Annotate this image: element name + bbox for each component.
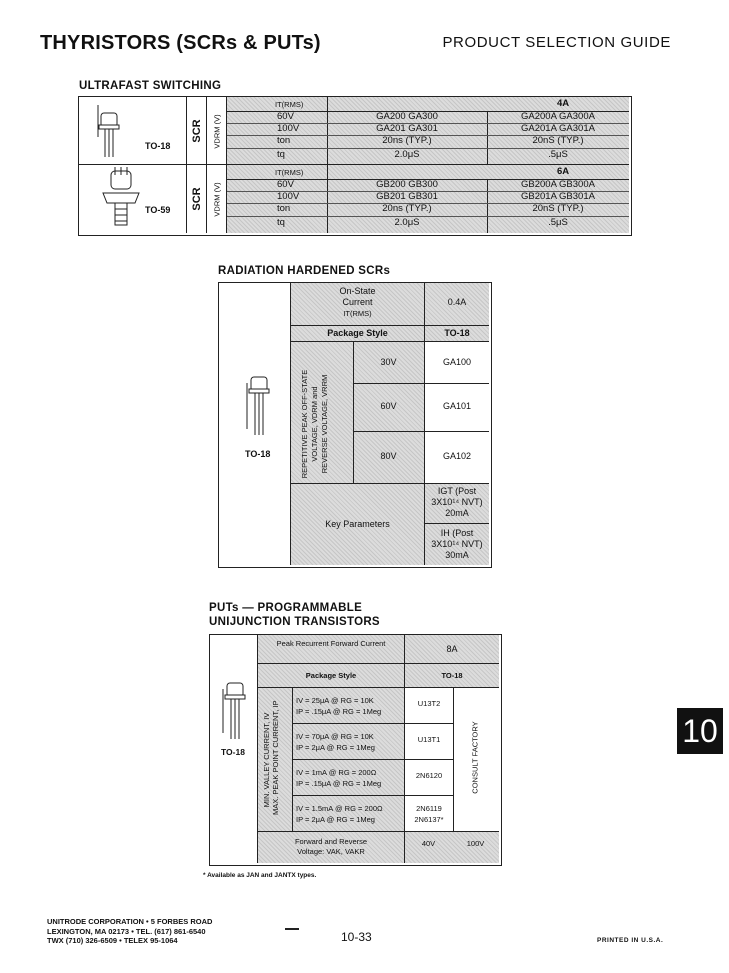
onstate-line1: On-State xyxy=(339,286,376,296)
condition-row xyxy=(296,767,381,789)
part-2n6120: 2N6120 xyxy=(415,771,443,780)
vertical-line: VOLTAGE, VDRM and xyxy=(310,386,319,462)
part-cell: GA201A GA301A xyxy=(521,123,595,134)
to59-package-cell xyxy=(79,165,187,233)
footnote: * Available as JAN and JANTX types. xyxy=(203,872,317,879)
part-cell: GB201A GB301A xyxy=(521,191,595,202)
igt-line: 20mA xyxy=(445,508,469,518)
param-cell: 100V xyxy=(277,191,300,202)
condition-line: IV = 70μA @ RG = 10K xyxy=(296,732,374,741)
puts-vertical-label xyxy=(262,700,280,815)
radiation-table xyxy=(218,282,492,568)
spec-cell: 20ns (TYP.) xyxy=(382,135,432,146)
spec-cell: 20nS (TYP.) xyxy=(532,135,584,146)
consult-factory-label: CONSULT FACTORY xyxy=(470,721,480,794)
param-cell: 100V xyxy=(277,123,300,134)
igt-line: 3X10¹⁴ NVT) xyxy=(431,497,483,507)
part-ga102: GA102 xyxy=(442,451,472,461)
spec-cell: 2.0μS xyxy=(394,217,420,228)
onstate-line3: IT(RMS) xyxy=(343,309,372,318)
fwd-40v: 40V xyxy=(421,839,436,848)
footer-mark xyxy=(285,928,299,930)
param-cell: ton xyxy=(277,135,291,146)
ultrafast-table xyxy=(78,96,632,236)
fwd-rev-label xyxy=(258,837,404,857)
puts-table xyxy=(209,634,502,866)
ih-line: 30mA xyxy=(445,550,469,560)
condition-line: IV = 1.5mA @ RG = 200Ω xyxy=(296,804,383,813)
condition-line: IP = 2μA @ RG = 1Meg xyxy=(296,815,375,824)
to18-label: TO-18 xyxy=(145,141,171,151)
scr-label-1: SCR xyxy=(191,119,203,143)
page-subtitle: PRODUCT SELECTION GUIDE xyxy=(442,34,671,51)
to18-transistor-icon xyxy=(89,103,129,159)
fwd-100v: 100V xyxy=(466,839,485,848)
condition-row xyxy=(296,803,383,825)
radiation-package-label: TO-18 xyxy=(245,449,271,459)
spec-cell: .5μS xyxy=(548,217,568,228)
peak-current-label: Peak Recurrent Forward Current xyxy=(276,639,386,648)
puts-package-label: TO-18 xyxy=(221,747,245,757)
part-ga100: GA100 xyxy=(442,357,472,367)
current-6a: 6A xyxy=(557,166,570,177)
param-cell: 60V xyxy=(277,179,294,190)
vertical-line: REPETITIVE PEAK OFF-STATE xyxy=(300,369,309,479)
voltage-vertical-label xyxy=(300,350,330,498)
igt-param xyxy=(425,486,489,519)
fwd-line: Forward and Reverse xyxy=(294,837,368,846)
puts-package-style-label: Package Style xyxy=(305,671,357,680)
radiation-package-cell xyxy=(219,283,291,565)
voltage-80v: 80V xyxy=(380,451,397,461)
to18-package-cell xyxy=(79,97,187,165)
param-cell: 60V xyxy=(277,111,294,122)
onstate-line2: Current xyxy=(342,297,373,307)
vertical-line: REVERSE VOLTAGE, VRRM xyxy=(320,374,329,474)
puts-package-cell xyxy=(210,635,258,863)
vdrm-label-2: VDRM (V) xyxy=(212,182,222,217)
spec-cell: 2.0μS xyxy=(394,149,420,160)
vertical-line: MAX. PEAK POINT CURRENT, IP xyxy=(271,700,280,815)
condition-line: IP = .15μA @ RG = 1Meg xyxy=(296,707,382,716)
footer-line: LEXINGTON, MA 02173 • TEL. (617) 861-6540 xyxy=(47,926,206,936)
part-cell: GB200 GB300 xyxy=(376,179,438,190)
to18-transistor-icon xyxy=(220,679,250,743)
ih-param xyxy=(425,528,489,561)
footer-line: UNITRODE CORPORATION • 5 FORBES ROAD xyxy=(47,917,213,926)
voltage-30v: 30V xyxy=(380,357,397,367)
to59-label: TO-59 xyxy=(145,205,171,215)
spec-cell: .5μS xyxy=(548,149,568,160)
ih-line: IH (Post xyxy=(440,528,474,538)
condition-row xyxy=(296,731,375,753)
voltage-60v: 60V xyxy=(380,401,397,411)
condition-line: IV = 25μA @ RG = 10K xyxy=(296,696,374,705)
vdrm-label-1: VDRM (V) xyxy=(212,114,222,149)
igt-line: IGT (Post xyxy=(437,486,477,496)
condition-line: IP = 2μA @ RG = 1Meg xyxy=(296,743,375,752)
puts-package-style-value: TO-18 xyxy=(441,671,463,680)
puts-heading-line2: UNIJUNCTION TRANSISTORS xyxy=(209,616,380,628)
ultrafast-heading: ULTRAFAST SWITCHING xyxy=(79,80,222,92)
part-2n6119: 2N6119 xyxy=(416,804,442,813)
part-2n6137: 2N6137* xyxy=(414,815,444,824)
it-rms-label-1: IT(RMS) xyxy=(275,100,304,109)
puts-heading xyxy=(209,601,380,629)
ih-line: 3X10¹⁴ NVT) xyxy=(431,539,483,549)
part-u13t2: U13T2 xyxy=(417,699,441,708)
puts-heading-line1: PUTs — PROGRAMMABLE xyxy=(209,602,363,614)
footer-line: TWX (710) 326-6509 • TELEX 95-1064 xyxy=(47,936,178,945)
peak-current-value: 8A xyxy=(446,644,458,654)
vertical-line: MIN. VALLEY CURRENT, IV xyxy=(262,712,271,808)
to59-stud-icon xyxy=(99,167,143,229)
current-4a: 4A xyxy=(557,98,570,109)
footer-address xyxy=(47,917,212,946)
part-cell: GA200 GA300 xyxy=(376,111,438,122)
ultrafast-block-2 xyxy=(227,165,629,233)
key-params-label: Key Parameters xyxy=(325,519,390,529)
part-cell: GB200A GB300A xyxy=(521,179,595,190)
part-cell: GA201 GA301 xyxy=(376,123,438,134)
onstate-value: 0.4A xyxy=(447,297,467,307)
part-ga101: GA101 xyxy=(442,401,472,411)
part-cell: GA200A GA300A xyxy=(521,111,595,122)
condition-row xyxy=(296,695,381,717)
radiation-heading: RADIATION HARDENED SCRs xyxy=(218,265,391,277)
page-number: 10-33 xyxy=(341,930,372,944)
to18-transistor-icon xyxy=(239,373,279,441)
condition-line: IV = 1mA @ RG = 200Ω xyxy=(296,768,377,777)
scr-label-2: SCR xyxy=(191,187,203,211)
package-style-value: TO-18 xyxy=(444,328,470,338)
fwd-line: Voltage: VAK, VAKR xyxy=(297,847,365,856)
spec-cell: 20nS (TYP.) xyxy=(532,203,584,214)
it-rms-label-2: IT(RMS) xyxy=(275,168,304,177)
param-cell: tq xyxy=(277,149,285,160)
part-u13t1: U13T1 xyxy=(417,735,441,744)
section-tab: 10 xyxy=(677,708,723,754)
spec-cell: 20ns (TYP.) xyxy=(382,203,432,214)
param-cell: tq xyxy=(277,217,285,228)
page-title: THYRISTORS (SCRs & PUTs) xyxy=(40,32,321,54)
condition-line: IP = .15μA @ RG = 1Meg xyxy=(296,779,382,788)
package-style-label: Package Style xyxy=(327,328,388,338)
part-cell: GB201 GB301 xyxy=(376,191,438,202)
printed-in: PRINTED IN U.S.A. xyxy=(597,937,664,944)
ultrafast-block-1 xyxy=(227,97,629,165)
part-2n6119-group xyxy=(405,803,453,825)
param-cell: ton xyxy=(277,203,291,214)
